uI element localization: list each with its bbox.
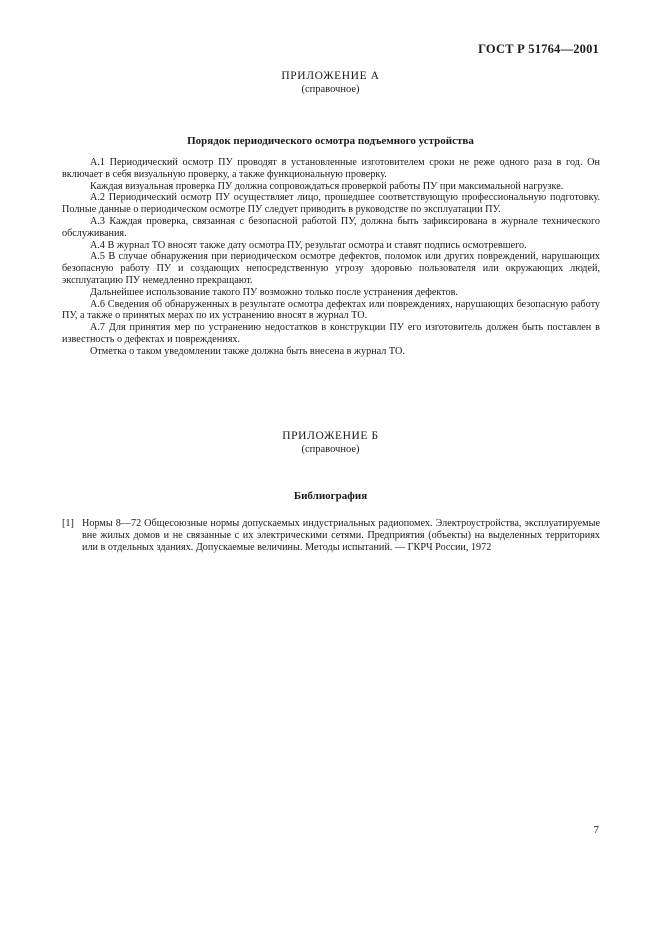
paragraph-a4: А.4 В журнал ТО вносят также дату осмотра ПУ, результат осмотра и ставят подпись осмотревшего. (90, 239, 527, 251)
paragraph-a7: А.7 Для принятия мер по устранению недостатков в конструкции ПУ его изготовитель должен быть поставлен в известность о дефектах и повреждениях. (62, 322, 600, 345)
paragraph-a7-notice: Отметка о таком уведомлении также должна быть внесена в журнал ТО. (90, 345, 405, 357)
standard-number: ГОСТ Р 51764—2001 (478, 42, 599, 56)
appendix-b-subtitle: (справочное) (301, 444, 360, 455)
reference-number: [1] (62, 518, 74, 529)
appendix-b-header (62, 430, 599, 456)
bibliography-heading: Библиография (293, 490, 368, 502)
bibliography-item (62, 518, 600, 555)
appendix-a-body (62, 157, 600, 358)
appendix-a-subtitle: (справочное) (301, 84, 360, 95)
paragraph-a6: А.6 Сведения об обнаруженных в результате осмотра дефектах или повреждениях, нарушающих безопасную работу ПУ, а также о принятых мерах по их устранению вносят в журнал ТО. (62, 298, 600, 322)
reference-text: Нормы 8—72 Общесоюзные нормы допускаемых индустриальных радиопомех. Электроустройства, эксплуатируемые вне жилых домов и не связанные с их электрическими сетями. Предприятия (объекты) на выделенных территориях или в отдельных зданиях. Допускаемые величины. Методы испытаний. — ГКРЧ России, 1972 (82, 518, 600, 554)
paragraph-a1: А.1 Периодический осмотр ПУ проводят в установленные изготовителем сроки не реже одного раза в год. Он включает в себя визуальную проверку, а также функциональную проверку. (62, 157, 600, 180)
page-number: 7 (593, 824, 599, 836)
paragraph-a5-further-use: Дальнейшее использование такого ПУ возможно только после устранения дефектов. (90, 286, 458, 298)
appendix-a-heading: Порядок периодического осмотра подъемного устройства (187, 135, 474, 147)
appendix-b-title: ПРИЛОЖЕНИЕ Б (282, 430, 379, 442)
paragraph-a3: А.3 Каждая проверка, связанная с безопасной работой ПУ, должна быть зафиксирована в журнале технического обслуживания. (62, 215, 600, 239)
appendix-a-title: ПРИЛОЖЕНИЕ А (281, 70, 380, 82)
appendix-a-header (62, 70, 599, 96)
paragraph-a1-visual-check: Каждая визуальная проверка ПУ должна сопровождаться проверкой работы ПУ при максимальной нагрузке. (90, 180, 564, 192)
paragraph-a2: А.2 Периодический осмотр ПУ осуществляет лицо, прошедшее соответствующую профессиональную подготовку. Полные данные о периодическом осмотре ПУ следует приводить в руководстве по эксплуатации ПУ. (62, 192, 600, 216)
paragraph-a5: А.5 В случае обнаружения при периодическом осмотре дефектов, поломок или других повреждений, нарушающих безопасную работу ПУ и создающих непосредственную угрозу здоровью пользователя или окружающих людей, эксплуатацию ПУ немедленно прекращают. (62, 251, 600, 286)
bibliography-list (62, 518, 600, 555)
